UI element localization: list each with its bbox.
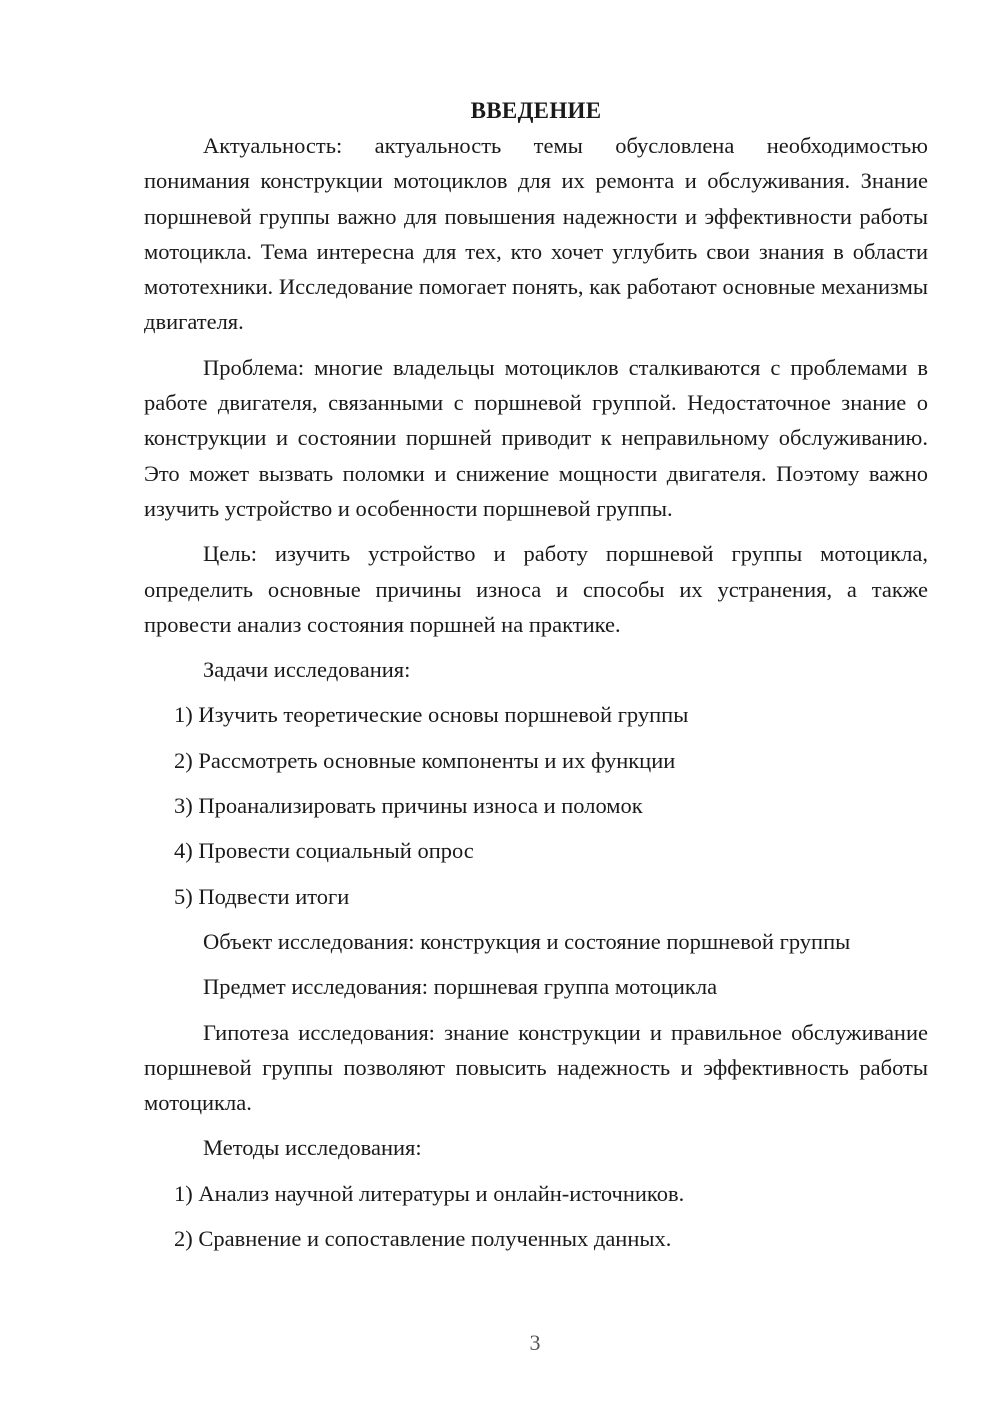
task-item: 3) Проанализировать причины износа и поломок bbox=[174, 793, 643, 819]
task-item: 2) Рассмотреть основные компоненты и их функции bbox=[174, 747, 676, 773]
task-item: 1) Изучить теоретические основы поршневой группы bbox=[174, 702, 689, 728]
hypothesis-paragraph: Гипотеза исследования: знание конструкции и правильное обслуживание поршневой группы позволяют повысить надежность и эффективность работы мотоцикла. bbox=[144, 1019, 928, 1116]
method-item: 2) Сравнение и сопоставление полученных данных. bbox=[174, 1226, 672, 1252]
relevance-paragraph: Актуальность: актуальность темы обусловлена необходимостью понимания конструкции мотоциклов для их ремонта и обслуживания. Знание поршневой группы важно для повышения надежности и эффективности работы мотоцикла. Тема интересна для тех, кто хочет углубить свои знания в области мототехники. Исследование помогает понять, как работают основные механизмы двигателя. bbox=[144, 133, 928, 335]
goal-paragraph: Цель: изучить устройство и работу поршневой группы мотоцикла, определить основные причины износа и способы их устранения, а также провести анализ состояния поршней на практике. bbox=[144, 541, 928, 637]
tasks-heading: Задачи исследования: bbox=[203, 657, 411, 683]
task-item: 4) Провести социальный опрос bbox=[174, 838, 474, 864]
methods-heading: Методы исследования: bbox=[203, 1135, 422, 1161]
section-title: ВВЕДЕНИЕ bbox=[470, 98, 602, 123]
document-page bbox=[144, 88, 928, 1266]
page-number: 3 bbox=[529, 1330, 541, 1355]
problem-paragraph: Проблема: многие владельцы мотоциклов сталкиваются с проблемами в работе двигателя, связанными с поршневой группой. Недостаточное знание о конструкции и состоянии поршней приводит к неправильному обслуживанию. Это может вызвать поломки и снижение мощности двигателя. Поэтому важно изучить устройство и особенности поршневой группы. bbox=[144, 354, 928, 521]
object-paragraph: Объект исследования: конструкция и состояние поршневой группы bbox=[203, 928, 851, 954]
subject-paragraph: Предмет исследования: поршневая группа мотоцикла bbox=[203, 974, 718, 1000]
task-item: 5) Подвести итоги bbox=[174, 883, 350, 909]
method-item: 1) Анализ научной литературы и онлайн-источников. bbox=[174, 1180, 685, 1206]
